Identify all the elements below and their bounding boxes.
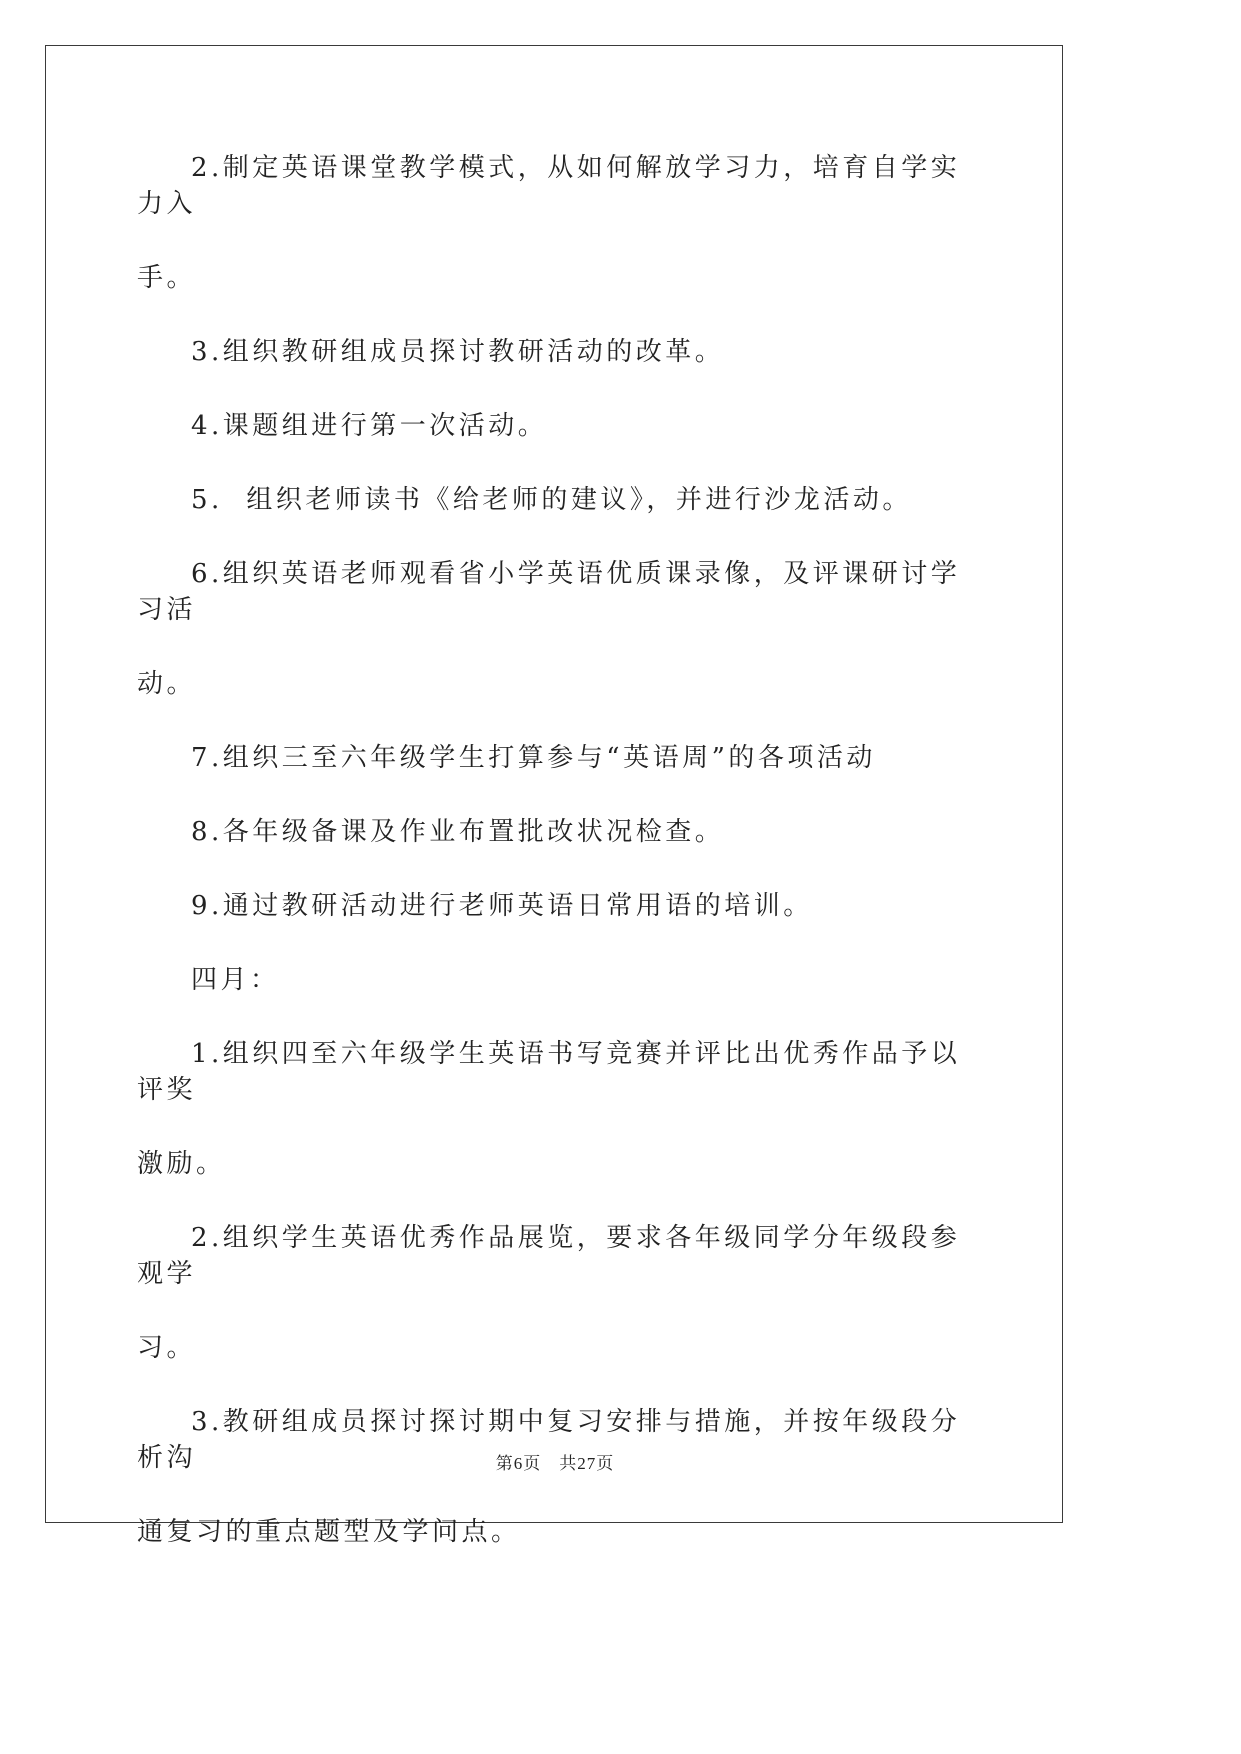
section-heading-april: 四月： [191, 965, 280, 995]
paragraph-line-continued: 激励。 [137, 1149, 226, 1179]
paragraph-item-8: 8.各年级备课及作业布置批改状况检查。 [191, 817, 725, 847]
paragraph-line: 3.教研组成员探讨探讨期中复习安排与措施，并按年级段分析沟 [137, 1407, 961, 1473]
page-number: 第6页 [495, 1454, 542, 1473]
paragraph-line: 2.制定英语课堂教学模式，从如何解放学习力，培育自学实力入 [137, 153, 961, 219]
document-body [137, 150, 977, 1588]
paragraph-line-continued: 通复习的重点题型及学问点。 [137, 1517, 521, 1547]
paragraph-line-continued: 动。 [137, 669, 197, 699]
paragraph-item-7: 7.组织三至六年级学生打算参与“英语周”的各项活动 [191, 743, 876, 773]
paragraph-item-1 [137, 1036, 977, 1182]
paragraph-item-2 [137, 150, 977, 296]
paragraph-item-3: 3.组织教研组成员探讨教研活动的改革。 [191, 337, 725, 367]
paragraph-line-continued: 手。 [137, 263, 197, 293]
paragraph-item-6 [137, 556, 977, 702]
page-total: 共27页 [559, 1454, 615, 1473]
paragraph-item-5: 5. 组织老师读书《给老师的建议》，并进行沙龙活动。 [191, 485, 912, 515]
paragraph-line-continued: 习。 [137, 1333, 197, 1363]
page-footer [0, 1449, 1110, 1474]
paragraph-line: 6.组织英语老师观看省小学英语优质课录像，及评课研讨学习活 [137, 559, 961, 625]
paragraph-item-3b [137, 1404, 977, 1550]
paragraph-item-4: 4.课题组进行第一次活动。 [191, 411, 548, 441]
paragraph-line: 2.组织学生英语优秀作品展览，要求各年级同学分年级段参观学 [137, 1223, 961, 1289]
paragraph-item-2b [137, 1220, 977, 1366]
paragraph-line: 1.组织四至六年级学生英语书写竞赛并评比出优秀作品予以评奖 [137, 1039, 961, 1105]
paragraph-item-9: 9.通过教研活动进行老师英语日常用语的培训。 [191, 891, 813, 921]
